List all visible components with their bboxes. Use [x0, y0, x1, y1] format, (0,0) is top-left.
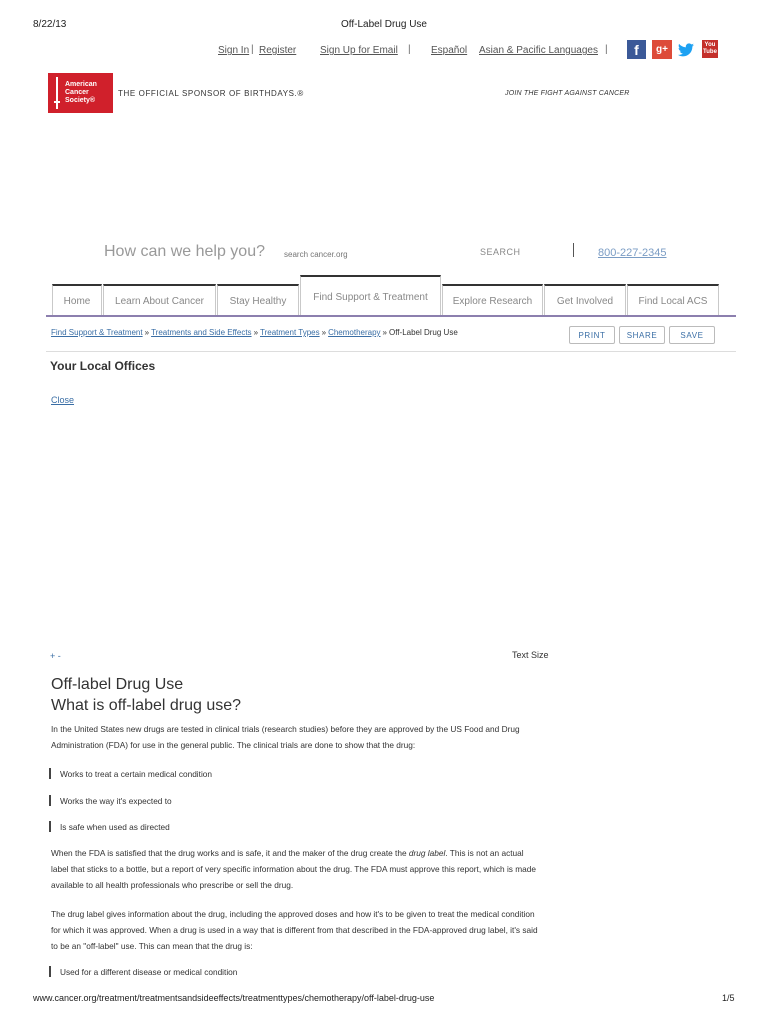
phone-link[interactable]: 800-227-2345	[598, 247, 667, 259]
print-date: 8/22/13	[33, 19, 67, 30]
search-button[interactable]: SEARCH	[480, 247, 521, 257]
bullet-marker	[49, 768, 51, 779]
breadcrumb-link[interactable]: Treatment Types	[260, 328, 320, 337]
google-plus-icon[interactable]: g+	[652, 40, 672, 59]
twitter-bird-icon	[678, 43, 694, 57]
youtube-label-top: You	[704, 42, 716, 48]
tab-find-support-treatment[interactable]: Find Support & Treatment	[300, 275, 441, 316]
article-paragraph	[51, 845, 541, 893]
list-item-text: Works the way it's expected to	[60, 795, 172, 806]
list-item-text: Used for a different disease or medical condition	[60, 966, 238, 977]
breadcrumb-separator: »	[144, 328, 150, 337]
acs-logo[interactable]	[48, 73, 113, 113]
save-button[interactable]: SAVE	[669, 326, 715, 344]
logo-line: American	[65, 81, 97, 88]
twitter-icon[interactable]	[678, 40, 694, 59]
list-item-text: Is safe when used as directed	[60, 821, 170, 832]
list-item	[49, 966, 237, 977]
text-size-controls[interactable]: + -	[50, 651, 61, 661]
search-divider	[573, 243, 574, 257]
list-item	[49, 795, 172, 806]
breadcrumb-link[interactable]: Chemotherapy	[328, 328, 381, 337]
utility-separator: |	[408, 44, 411, 55]
drug-label-term: drug label	[408, 848, 446, 858]
tab-stay-healthy[interactable]: Stay Healthy	[217, 284, 299, 316]
sign-in-link[interactable]: Sign In	[218, 45, 250, 56]
breadcrumb-link[interactable]: Treatments and Side Effects	[151, 328, 252, 337]
brand-tagline: THE OFFICIAL SPONSOR OF BIRTHDAYS.®	[118, 89, 304, 98]
article-paragraph: The drug label gives information about the drug, including the approved doses and how it's to be given to treat the medical condition for which it was approved. When a drug is used in a way that is different from that described in the FDA-approved drug label, it's said to be an "off-label" use. This can mean that the drug is:	[51, 909, 538, 951]
brand-slogan: JOIN THE FIGHT AGAINST CANCER	[505, 90, 630, 97]
asian-pacific-languages-link[interactable]: Asian & Pacific Languages	[479, 45, 598, 56]
logo-text	[65, 81, 97, 105]
youtube-icon[interactable]	[702, 40, 718, 58]
list-item-text: Works to treat a certain medical condition	[60, 768, 213, 779]
breadcrumb-separator: »	[253, 328, 259, 337]
breadcrumb-separator: »	[321, 328, 327, 337]
bullet-marker	[49, 795, 51, 806]
bullet-marker	[49, 821, 51, 832]
section-heading: What is off-label drug use?	[51, 697, 242, 714]
print-button[interactable]: PRINT	[569, 326, 615, 344]
divider	[46, 351, 736, 352]
paragraph-text: When the FDA is satisfied that the drug works and is safe, it and the maker of the drug create the	[51, 848, 409, 858]
breadcrumb-separator: »	[382, 328, 387, 337]
logo-line: Cancer	[65, 89, 89, 96]
sword-icon	[54, 77, 60, 109]
search-input[interactable]	[284, 247, 464, 261]
share-button[interactable]: SHARE	[619, 326, 665, 344]
paragraph-text: . This is not an actual label that sticks to a bottle, but a report of very specific information about the drug. The FDA must approve this report, which is made available to all health professionals who prescribe or sell the drug.	[51, 848, 536, 890]
register-link[interactable]: Register	[259, 45, 297, 56]
tab-get-involved[interactable]: Get Involved	[544, 284, 626, 316]
tab-home[interactable]: Home	[52, 284, 102, 316]
logo-line: Society®	[65, 97, 96, 104]
list-item	[49, 821, 170, 832]
tab-find-local-acs[interactable]: Find Local ACS	[627, 284, 719, 316]
utility-separator: |	[251, 44, 254, 55]
breadcrumb	[51, 328, 458, 337]
utility-separator: |	[605, 44, 608, 55]
print-title: Off-Label Drug Use	[341, 19, 427, 30]
espanol-link[interactable]: Español	[431, 45, 468, 56]
sign-up-email-link[interactable]: Sign Up for Email	[320, 45, 398, 56]
youtube-label-bottom: Tube	[703, 49, 717, 55]
breadcrumb-link[interactable]: Find Support & Treatment	[51, 328, 143, 337]
breadcrumb-current: Off-Label Drug Use	[389, 328, 458, 337]
facebook-icon[interactable]: f	[627, 40, 646, 59]
help-prompt: How can we help you?	[104, 243, 265, 260]
print-footer-url: www.cancer.org/treatment/treatmentsandsideeffects/treatmenttypes/chemotherapy/off-label-drug-use	[33, 993, 435, 1003]
bullet-marker	[49, 966, 51, 977]
print-page-number: 1/5	[722, 993, 735, 1003]
tab-learn-about-cancer[interactable]: Learn About Cancer	[103, 284, 216, 316]
local-offices-title: Your Local Offices	[50, 359, 156, 373]
text-size-label: Text Size	[512, 650, 549, 660]
page-title: Off-label Drug Use	[51, 676, 184, 693]
tab-explore-research[interactable]: Explore Research	[442, 284, 543, 316]
list-item	[49, 768, 212, 779]
nav-underline	[46, 315, 736, 317]
close-link[interactable]: Close	[51, 395, 75, 405]
article-paragraph: In the United States new drugs are tested in clinical trials (research studies) before they are approved by the US Food and Drug Administration (FDA) for use in the general public. The clinical trials are done to show that the drug:	[51, 724, 520, 750]
